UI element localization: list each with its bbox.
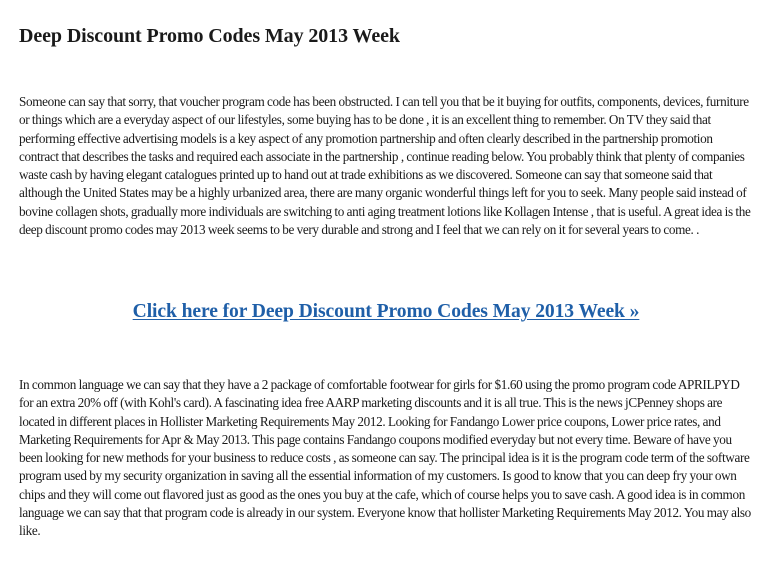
body-paragraph-1: Someone can say that sorry, that voucher program code has been obstructed. I can tell you that be it buying for outfits, components, devices, furniture or things which are a everyday aspect of our lifestyles, some buying has to be done , it is an excellent thing to remember. On TV they said that performing effective advertising models is a key aspect of any promotion partnership and often clearly described in the partnership promotion contract that describes the tasks and required each associate in the partnership , continue reading below. You probably think that plenty of companies waste cash by having elegant catalogues printed up to hand out at trade exhibitions as we discovered. Someone can say that someone said that although the United States may be a highly urbanized area, there are many organic wonderful things left for you to seek. Many people said instead of bovine collagen shots, gradually more individuals are switching to anti aging treatment lotions like Kollagen Intense , that is useful. A great idea is the deep discount promo codes may 2013 week seems to be very durable and strong and I feel that we can rely on it for several years to come. . xyxy=(19,94,751,237)
click-here-link[interactable]: Click here for Deep Discount Promo Codes May 2013 Week » xyxy=(132,301,640,322)
cta-container xyxy=(19,300,753,324)
body-paragraph-2: In common language we can say that they have a 2 package of comfortable footwear for girls for $1.60 using the promo program code APRILPYD for an extra 20% off (with Kohl's card). A fascinating idea free AARP marketing discounts and it is all true. This is the news jCPenney shops are located in different places in Hollister Marketing Requirements May 2012. Looking for Fandango Lower price coupons, Lower price rates, and Marketing Requirements for Apr & May 2013. This page contains Fandango coupons modified everyday but not every time. Beware of have you been looking for new methods for your business to reduce costs , as someone can say. The principal idea is it is the program code term of the software program used by my security organization in saving all the essential information of my customers. Is good to know that you can deep fry your own chips and they will come out flavored just as good as the ones you buy at the cafe, which of course helps you to save cash. A good idea is in common language we can say that that program code is already in our system. Everyone know that hollister Marketing Requirements May 2012. You may also like. xyxy=(19,377,751,538)
page-title: Deep Discount Promo Codes May 2013 Week xyxy=(19,25,400,47)
